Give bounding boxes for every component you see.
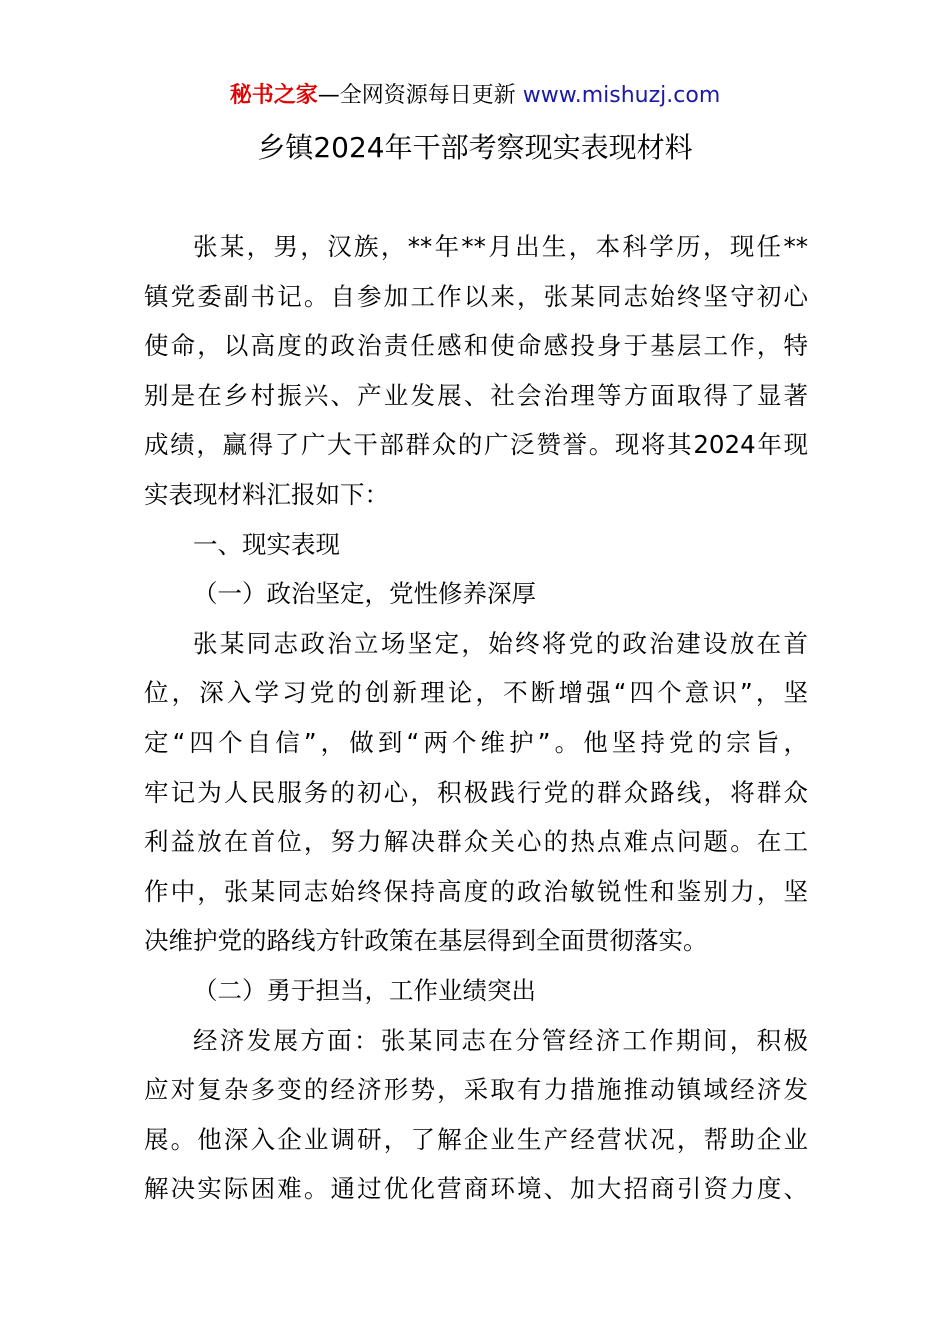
site-url-link[interactable]: www.mishuzj.com — [522, 83, 721, 108]
text-line: 应对复杂多变的经济形势，采取有力措施推动镇域经济发 — [144, 1075, 808, 1105]
text-line: 展。他深入企业调研，了解企业生产经营状况，帮助企业 — [144, 1124, 808, 1154]
text-line: 使命，以高度的政治责任感和使命感投身于基层工作，特 — [144, 331, 808, 361]
site-brand: 秘书之家 — [229, 83, 318, 108]
document-title: 乡镇2024年干部考察现实表现材料 — [257, 131, 693, 164]
text-line: 镇党委副书记。自参加工作以来，张某同志始终坚守初心 — [144, 281, 808, 311]
document-body — [144, 222, 808, 1214]
site-header — [0, 80, 950, 112]
site-tagline: —全网资源每日更新 — [317, 83, 516, 108]
text-line: 实表现材料汇报如下： — [144, 479, 389, 509]
text-line: 利益放在首位，努力解决群众关心的热点难点问题。在工 — [144, 827, 808, 857]
text-line: 位，深入学习党的创新理论，不断增强“四个意识”，坚 — [144, 678, 808, 708]
text-line: 解决实际困难。通过优化营商环境、加大招商引资力度、 — [144, 1174, 808, 1204]
text-line: 一、现实表现 — [193, 529, 340, 559]
text-line: 经济发展方面：张某同志在分管经济工作期间，积极 — [193, 1025, 808, 1055]
text-line: 决维护党的路线方针政策在基层得到全面贯彻落实。 — [144, 926, 708, 956]
text-line: 定“四个自信”，做到“两个维护”。他坚持党的宗旨， — [144, 727, 808, 757]
text-line: 张某同志政治立场坚定，始终将党的政治建设放在首 — [193, 628, 808, 658]
text-line: 牢记为人民服务的初心，积极践行党的群众路线，将群众 — [144, 777, 808, 807]
text-line: 别是在乡村振兴、产业发展、社会治理等方面取得了显著 — [144, 380, 808, 410]
text-line: 成绩，赢得了广大干部群众的广泛赞誉。现将其2024年现 — [144, 430, 808, 460]
text-line: （一）政治坚定，党性修养深厚 — [193, 579, 536, 609]
text-line: 张某，男，汉族，**年**月出生，本科学历，现任** — [193, 232, 808, 261]
text-line: 作中，张某同志始终保持高度的政治敏锐性和鉴别力，坚 — [144, 876, 808, 906]
text-line: （二）勇于担当，工作业绩突出 — [193, 975, 536, 1005]
